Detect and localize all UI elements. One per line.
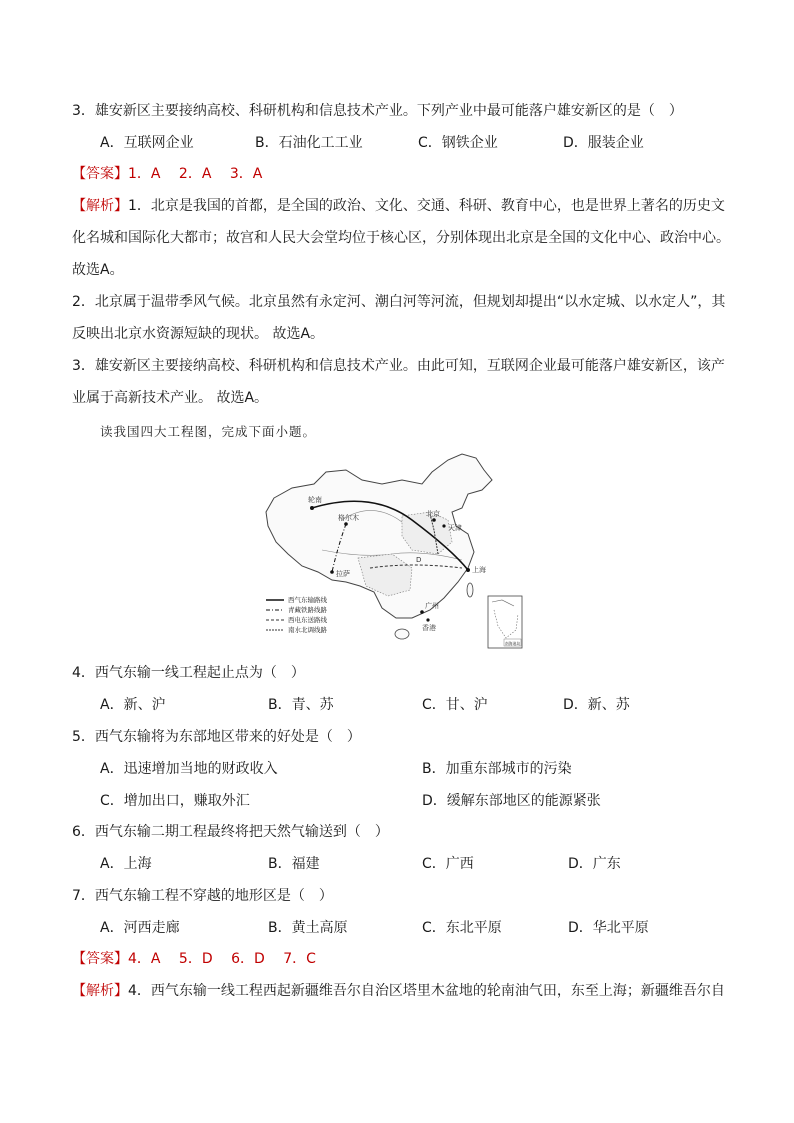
analysis-tag-2: 【解析】 (72, 983, 128, 999)
legend-power: 西电东送路线 (288, 616, 327, 624)
map-legend (266, 595, 328, 634)
label-tianjin: 天津 (448, 524, 462, 532)
analysis-line-1 (72, 196, 725, 216)
q3-option-d: D．服装企业 (563, 135, 644, 151)
q4-option-a: A．新、沪 (100, 697, 166, 713)
q7-option-b: B．黄土高原 (268, 920, 348, 936)
city-dot-guangzhou (420, 610, 424, 614)
q3-stem: 3．雄安新区主要接纳高校、科研机构和信息技术产业。下列产业中最可能落户雄安新区的是（ ） (72, 103, 683, 119)
china-projects-map (262, 450, 540, 652)
q6-option-a: A．上海 (100, 856, 152, 872)
answer-text: 1．A 2．A 3．A (128, 166, 263, 182)
inset-caption: 南海诸岛 (505, 641, 521, 646)
legend-gas: 西气东输路线 (288, 596, 327, 604)
q4-option-b: B．青、苏 (268, 697, 334, 713)
analysis2-text: 4．西气东输一线工程西起新疆维吾尔自治区塔里木盆地的轮南油气田，东至上海；新疆维吾尔自 (128, 983, 725, 999)
analysis-text: 1．北京是我国的首都，是全国的政治、文化、交通、科研、教育中心，也是世界上著名的历史文 (128, 198, 725, 214)
answer-block-1 (72, 164, 262, 184)
analysis-line-6: 3．雄安新区主要接纳高校、科研机构和信息技术产业。由此可知，互联网企业最可能落户雄安新区，该产 (72, 358, 725, 374)
label-geermu: 格尔木 (338, 514, 359, 522)
label-shanghai: 上海 (472, 566, 486, 574)
q3-option-c: C．钢铁企业 (418, 135, 498, 151)
answer-tag-2: 【答案】 (72, 951, 128, 967)
q4-option-c: C．甘、沪 (422, 697, 488, 713)
label-xianggang: 香港 (422, 624, 436, 632)
q6-option-d: D．广东 (568, 856, 621, 872)
label-guangzhou: 广州 (425, 602, 439, 610)
analysis-line-7: 业属于高新技术产业。 故选A。 (72, 390, 269, 406)
q7-stem: 7．西气东输工程不穿越的地形区是（ ） (72, 888, 333, 904)
label-lasa: 拉萨 (336, 570, 350, 578)
label-lunnan: 轮南 (308, 496, 322, 504)
analysis-line-3: 故选A。 (72, 262, 124, 278)
q5-stem: 5．西气东输将为东部地区带来的好处是（ ） (72, 729, 361, 745)
q5-option-c: C．增加出口，赚取外汇 (100, 793, 250, 809)
q3-option-b: B．石油化工工业 (255, 135, 363, 151)
city-dot-shanghai (466, 568, 470, 572)
q4-option-d: D．新、苏 (563, 697, 630, 713)
analysis-line-5: 反映出北京水资源短缺的现状。 故选A。 (72, 326, 325, 342)
q7-option-a: A．河西走廊 (100, 920, 180, 936)
analysis2-line-1 (72, 981, 725, 1001)
taiwan-island (467, 583, 473, 597)
q4-stem: 4．西气东输一线工程起止点为（ ） (72, 665, 305, 681)
q6-stem: 6．西气东输二期工程最终将把天然气输送到（ ） (72, 824, 389, 840)
city-dot-tianjin (442, 524, 445, 527)
q6-option-c: C．广西 (422, 856, 474, 872)
city-dot-geermu (344, 522, 348, 526)
answer-text-2: 4．A 5．D 6．D 7．C (128, 951, 316, 967)
city-dot-lasa (330, 570, 334, 574)
hainan-island (395, 629, 409, 639)
q5-option-b: B．加重东部城市的污染 (422, 761, 572, 777)
china-outline (266, 454, 492, 618)
label-beijing: 北京 (426, 510, 440, 518)
city-dot-xianggang (426, 618, 429, 621)
analysis-tag: 【解析】 (72, 198, 128, 214)
answer-block-2 (72, 949, 316, 969)
q5-option-d: D．缓解东部地区的能源紧张 (422, 793, 601, 809)
q6-option-b: B．福建 (268, 856, 320, 872)
analysis-line-4: 2．北京属于温带季风气候。北京虽然有永定河、潮白河等河流，但规划却提出“以水定城、以水定人”，其 (72, 294, 726, 310)
south-sea-inset (488, 596, 522, 648)
label-d: D (416, 556, 422, 564)
analysis-line-2: 化名城和国际化大都市；故宫和人民大会堂均位于核心区，分别体现出北京是全国的文化中心、政治中心。 (72, 230, 730, 246)
answer-tag: 【答案】 (72, 166, 128, 182)
city-dot-lunnan (310, 506, 314, 510)
q7-option-d: D．华北平原 (568, 920, 649, 936)
map-intro: 读我国四大工程图，完成下面小题。 (100, 424, 317, 439)
q5-option-a: A．迅速增加当地的财政收入 (100, 761, 278, 777)
q3-option-a: A．互联网企业 (100, 135, 194, 151)
city-dot-beijing (432, 518, 436, 522)
legend-railway: 青藏铁路线路 (288, 606, 327, 614)
map-svg (262, 450, 540, 652)
q7-option-c: C．东北平原 (422, 920, 502, 936)
legend-water: 南水北调线路 (288, 626, 327, 634)
